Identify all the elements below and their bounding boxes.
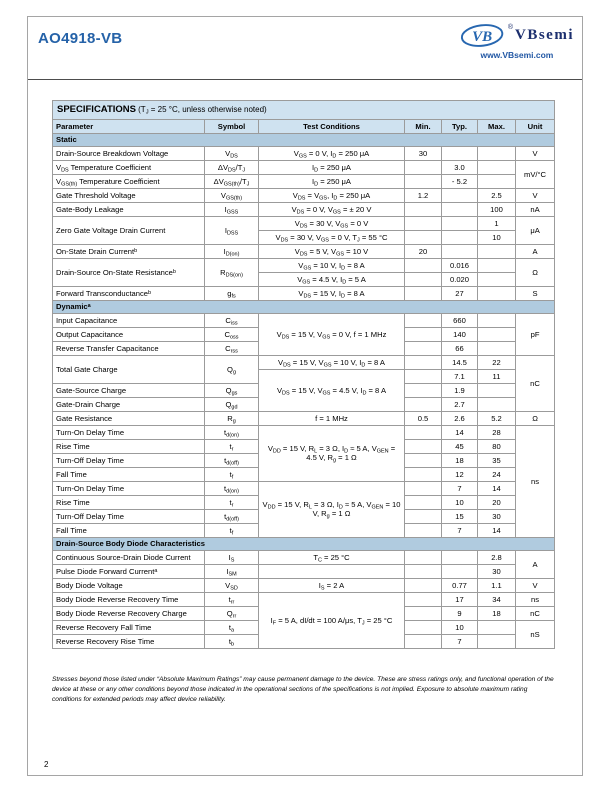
unit-cell: ns bbox=[516, 425, 555, 537]
symbol-cell: $\Delta V_{DS}/T_J$ bbox=[205, 160, 259, 174]
unit-cell: A bbox=[516, 550, 555, 578]
param-cell: Body Diode Voltage bbox=[53, 578, 205, 592]
symbol-cell: $V_{GS(th)}$ bbox=[205, 188, 259, 202]
part-number: AO4918-VB bbox=[38, 30, 123, 47]
max-cell bbox=[478, 174, 516, 188]
typ-cell bbox=[442, 188, 478, 202]
max-cell bbox=[478, 397, 516, 411]
cond-cell: $V_{DS} = 15$ V, $I_D = 8$ A bbox=[259, 286, 405, 300]
typ-cell bbox=[442, 550, 478, 564]
cond-cell: $V_{GS} = 4.5$ V, $I_D = 5$ A bbox=[259, 272, 405, 286]
min-cell bbox=[405, 313, 442, 327]
typ-cell: 3.0 bbox=[442, 160, 478, 174]
min-cell bbox=[405, 202, 442, 216]
typ-cell: 2.6 bbox=[442, 411, 478, 425]
table-row bbox=[53, 258, 555, 272]
min-cell bbox=[405, 383, 442, 397]
min-cell bbox=[405, 230, 442, 244]
param-cell: Drain-Source Breakdown Voltage bbox=[53, 146, 205, 160]
typ-cell: 7.1 bbox=[442, 369, 478, 383]
logo-monogram: VB bbox=[471, 28, 492, 45]
unit-cell: nS bbox=[516, 620, 555, 648]
symbol-cell: $Q_{gs}$ bbox=[205, 383, 259, 397]
table-title-row bbox=[53, 101, 555, 120]
param-cell: Body Diode Reverse Recovery Charge bbox=[53, 606, 205, 620]
cond-cell: $V_{GS} = 0$ V, $I_D = 250$ μA bbox=[259, 146, 405, 160]
symbol-cell: $t_f$ bbox=[205, 523, 259, 537]
min-cell bbox=[405, 369, 442, 383]
max-cell: 28 bbox=[478, 425, 516, 439]
symbol-cell: $t_{d(off)}$ bbox=[205, 509, 259, 523]
typ-cell: 9 bbox=[442, 606, 478, 620]
param-cell: $V_{DS}$ Temperature Coefficient bbox=[53, 160, 205, 174]
section-label: Dynamic$^a$ bbox=[53, 300, 555, 313]
min-cell bbox=[405, 160, 442, 174]
param-cell: Output Capacitance bbox=[53, 327, 205, 341]
max-cell: 2.5 bbox=[478, 188, 516, 202]
website-link[interactable]: www.VBsemi.com bbox=[480, 50, 554, 60]
cond-cell: $V_{DS} = 15$ V, $V_{GS} = 0$ V, f = 1 MHz bbox=[259, 313, 405, 355]
max-cell bbox=[478, 327, 516, 341]
typ-cell bbox=[442, 202, 478, 216]
table-row bbox=[53, 286, 555, 300]
max-cell: 14 bbox=[478, 523, 516, 537]
section-label: Static bbox=[53, 133, 555, 146]
typ-cell: 1.9 bbox=[442, 383, 478, 397]
col-header-min: Min. bbox=[405, 119, 442, 133]
min-cell bbox=[405, 550, 442, 564]
symbol-cell: $I_{SM}$ bbox=[205, 564, 259, 578]
min-cell bbox=[405, 634, 442, 648]
max-cell: 30 bbox=[478, 564, 516, 578]
param-cell: Reverse Recovery Fall Time bbox=[53, 620, 205, 634]
typ-cell: 27 bbox=[442, 286, 478, 300]
specifications-table bbox=[52, 100, 555, 649]
col-header-typ: Typ. bbox=[442, 119, 478, 133]
max-cell bbox=[478, 313, 516, 327]
param-cell: Drain-Source On-State Resistance$^b$ bbox=[53, 258, 205, 286]
min-cell bbox=[405, 397, 442, 411]
max-cell: 22 bbox=[478, 355, 516, 369]
unit-cell: Ω bbox=[516, 411, 555, 425]
min-cell bbox=[405, 467, 442, 481]
cond-cell: $I_D = 250$ μA bbox=[259, 174, 405, 188]
table-title-note: ($T_J = 25$ °C, unless otherwise noted) bbox=[138, 105, 267, 116]
table-row bbox=[53, 188, 555, 202]
page-number: 2 bbox=[44, 760, 49, 769]
table-row bbox=[53, 146, 555, 160]
max-cell: 30 bbox=[478, 509, 516, 523]
table-row bbox=[53, 244, 555, 258]
cond-cell: $V_{DS} = 30$ V, $V_{GS} = 0$ V bbox=[259, 216, 405, 230]
min-cell: 30 bbox=[405, 146, 442, 160]
max-cell: 2.8 bbox=[478, 550, 516, 564]
param-cell: Fall Time bbox=[53, 467, 205, 481]
symbol-cell: $t_{d(on)}$ bbox=[205, 481, 259, 495]
max-cell: 80 bbox=[478, 439, 516, 453]
max-cell: 1.1 bbox=[478, 578, 516, 592]
table-row bbox=[53, 550, 555, 564]
unit-cell: nA bbox=[516, 202, 555, 216]
min-cell bbox=[405, 272, 442, 286]
cond-cell: $V_{GS} = 10$ V, $I_D = 8$ A bbox=[259, 258, 405, 272]
vbsemi-logo bbox=[460, 23, 574, 60]
section-body-diode bbox=[53, 537, 555, 550]
table-row bbox=[53, 160, 555, 174]
min-cell bbox=[405, 258, 442, 272]
typ-cell bbox=[442, 146, 478, 160]
typ-cell: 17 bbox=[442, 592, 478, 606]
symbol-cell: $t_{d(on)}$ bbox=[205, 425, 259, 439]
symbol-cell: $t_a$ bbox=[205, 620, 259, 634]
unit-cell: ns bbox=[516, 592, 555, 606]
symbol-cell: $Q_{gd}$ bbox=[205, 397, 259, 411]
symbol-cell: $I_{D(on)}$ bbox=[205, 244, 259, 258]
max-cell: 100 bbox=[478, 202, 516, 216]
symbol-cell: $t_{rr}$ bbox=[205, 592, 259, 606]
param-cell: Continuous Source-Drain Diode Current bbox=[53, 550, 205, 564]
typ-cell: 7 bbox=[442, 634, 478, 648]
max-cell bbox=[478, 383, 516, 397]
max-cell: 18 bbox=[478, 606, 516, 620]
min-cell bbox=[405, 523, 442, 537]
unit-cell: μA bbox=[516, 216, 555, 244]
min-cell bbox=[405, 439, 442, 453]
max-cell bbox=[478, 272, 516, 286]
min-cell: 20 bbox=[405, 244, 442, 258]
symbol-cell: $\Delta V_{GS(th)}/T_J$ bbox=[205, 174, 259, 188]
symbol-cell: $Q_g$ bbox=[205, 355, 259, 383]
max-cell bbox=[478, 258, 516, 272]
symbol-cell: $t_r$ bbox=[205, 495, 259, 509]
unit-cell: nC bbox=[516, 355, 555, 411]
min-cell bbox=[405, 286, 442, 300]
min-cell bbox=[405, 564, 442, 578]
max-cell bbox=[478, 160, 516, 174]
vb-logo-icon bbox=[460, 23, 506, 48]
param-cell: Fall Time bbox=[53, 523, 205, 537]
table-row bbox=[53, 313, 555, 327]
cond-cell: $V_{DD} = 15$ V, $R_L = 3$ Ω, $I_D \approx 5$ A, $V_{GEN} = 10$ V, $R_g = 1$ Ω bbox=[259, 481, 405, 537]
max-cell bbox=[478, 244, 516, 258]
symbol-cell: $V_{SD}$ bbox=[205, 578, 259, 592]
unit-cell: mV/°C bbox=[516, 160, 555, 188]
cond-cell: $I_D = 250$ μA bbox=[259, 160, 405, 174]
unit-cell: S bbox=[516, 286, 555, 300]
param-cell: Body Diode Reverse Recovery Time bbox=[53, 592, 205, 606]
typ-cell: 66 bbox=[442, 341, 478, 355]
typ-cell bbox=[442, 216, 478, 230]
cond-cell: $V_{DS} = V_{GS}$, $I_D = 250$ μA bbox=[259, 188, 405, 202]
typ-cell: 10 bbox=[442, 495, 478, 509]
typ-cell: 7 bbox=[442, 481, 478, 495]
min-cell bbox=[405, 495, 442, 509]
symbol-cell: $R_g$ bbox=[205, 411, 259, 425]
typ-cell: 12 bbox=[442, 467, 478, 481]
unit-cell: V bbox=[516, 146, 555, 160]
max-cell bbox=[478, 620, 516, 634]
table-row bbox=[53, 592, 555, 606]
min-cell: 1.2 bbox=[405, 188, 442, 202]
table-row bbox=[53, 216, 555, 230]
cond-cell: $V_{DS} = 30$ V, $V_{GS} = 0$ V, $T_J = 55$ °C bbox=[259, 230, 405, 244]
param-cell: Input Capacitance bbox=[53, 313, 205, 327]
symbol-cell: $I_S$ bbox=[205, 550, 259, 564]
unit-cell: Ω bbox=[516, 258, 555, 286]
min-cell bbox=[405, 578, 442, 592]
symbol-cell: $C_{rss}$ bbox=[205, 341, 259, 355]
page-frame bbox=[27, 16, 583, 776]
symbol-cell: $g_{fs}$ bbox=[205, 286, 259, 300]
max-cell bbox=[478, 341, 516, 355]
symbol-cell: $Q_{rr}$ bbox=[205, 606, 259, 620]
col-header-parameter: Parameter bbox=[53, 119, 205, 133]
max-cell: 35 bbox=[478, 453, 516, 467]
max-cell bbox=[478, 146, 516, 160]
max-cell: 20 bbox=[478, 495, 516, 509]
min-cell bbox=[405, 216, 442, 230]
stress-rating-note: Stresses beyond those listed under “Absolute Maximum Ratings” may cause permanent damage to the device. These are stress ratings only, and functional operation of the device at these or any other conditions beyond those indicated in the operational sections of the specifications is not implied. Exposure to absolute maximum rating conditions for extended periods may affect device reliability. bbox=[52, 675, 554, 704]
typ-cell: 18 bbox=[442, 453, 478, 467]
param-cell: Gate-Source Charge bbox=[53, 383, 205, 397]
param-cell: Forward Transconductance$^b$ bbox=[53, 286, 205, 300]
typ-cell: 0.020 bbox=[442, 272, 478, 286]
col-header-conditions: Test Conditions bbox=[259, 119, 405, 133]
symbol-cell: $t_{d(off)}$ bbox=[205, 453, 259, 467]
min-cell bbox=[405, 620, 442, 634]
typ-cell: 7 bbox=[442, 523, 478, 537]
typ-cell: 10 bbox=[442, 620, 478, 634]
section-static bbox=[53, 133, 555, 146]
typ-cell: 14 bbox=[442, 425, 478, 439]
param-cell: $V_{GS(th)}$ Temperature Coefficient bbox=[53, 174, 205, 188]
min-cell bbox=[405, 592, 442, 606]
param-cell: Turn-On Delay Time bbox=[53, 425, 205, 439]
typ-cell: 660 bbox=[442, 313, 478, 327]
symbol-cell: $I_{DSS}$ bbox=[205, 216, 259, 244]
param-cell: Gate-Drain Charge bbox=[53, 397, 205, 411]
typ-cell: 140 bbox=[442, 327, 478, 341]
cond-cell: $V_{DS} = 5$ V, $V_{GS} = 10$ V bbox=[259, 244, 405, 258]
table-row bbox=[53, 411, 555, 425]
typ-cell: 15 bbox=[442, 509, 478, 523]
param-cell: Pulse Diode Forward Current$^a$ bbox=[53, 564, 205, 578]
max-cell: 14 bbox=[478, 481, 516, 495]
typ-cell: - 5.2 bbox=[442, 174, 478, 188]
section-dynamic bbox=[53, 300, 555, 313]
cond-cell: $T_C = 25$ °C bbox=[259, 550, 405, 564]
table-row bbox=[53, 425, 555, 439]
typ-cell: 0.77 bbox=[442, 578, 478, 592]
table-row bbox=[53, 174, 555, 188]
param-cell: Rise Time bbox=[53, 495, 205, 509]
table-row bbox=[53, 481, 555, 495]
cond-cell: $V_{DD} = 15$ V, $R_L = 3$ Ω, $I_D \approx 5$ A, $V_{GEN} = 4.5$ V, $R_g = 1$ Ω bbox=[259, 425, 405, 481]
typ-cell bbox=[442, 244, 478, 258]
param-cell: Turn-Off Delay Time bbox=[53, 509, 205, 523]
param-cell: Gate Resistance bbox=[53, 411, 205, 425]
param-cell: Total Gate Charge bbox=[53, 355, 205, 383]
table-row bbox=[53, 355, 555, 369]
typ-cell bbox=[442, 230, 478, 244]
cond-cell bbox=[259, 564, 405, 578]
param-cell: Rise Time bbox=[53, 439, 205, 453]
symbol-cell: $C_{oss}$ bbox=[205, 327, 259, 341]
cond-cell: $I_F = 5$ A, dI/dt = 100 A/μs, $T_J = 25$ °C bbox=[259, 592, 405, 648]
logo-name: VBsemi bbox=[515, 27, 574, 43]
min-cell bbox=[405, 425, 442, 439]
table-title: SPECIFICATIONS bbox=[57, 104, 136, 115]
table-row bbox=[53, 202, 555, 216]
max-cell: 5.2 bbox=[478, 411, 516, 425]
max-cell: 10 bbox=[478, 230, 516, 244]
registered-trademark-icon: ® bbox=[507, 24, 513, 31]
symbol-cell: $I_{GSS}$ bbox=[205, 202, 259, 216]
symbol-cell: $C_{iss}$ bbox=[205, 313, 259, 327]
table-row bbox=[53, 578, 555, 592]
page-header bbox=[28, 17, 582, 80]
min-cell bbox=[405, 174, 442, 188]
min-cell bbox=[405, 327, 442, 341]
symbol-cell: $t_b$ bbox=[205, 634, 259, 648]
typ-cell: 14.5 bbox=[442, 355, 478, 369]
max-cell: 11 bbox=[478, 369, 516, 383]
max-cell bbox=[478, 634, 516, 648]
table-header-row bbox=[53, 119, 555, 133]
param-cell: Gate Threshold Voltage bbox=[53, 188, 205, 202]
max-cell: 34 bbox=[478, 592, 516, 606]
logo-row bbox=[460, 23, 574, 48]
typ-cell: 45 bbox=[442, 439, 478, 453]
col-header-max: Max. bbox=[478, 119, 516, 133]
typ-cell: 0.016 bbox=[442, 258, 478, 272]
unit-cell: A bbox=[516, 244, 555, 258]
symbol-cell: $R_{DS(on)}$ bbox=[205, 258, 259, 286]
table-row bbox=[53, 564, 555, 578]
cond-cell: $I_S = 2$ A bbox=[259, 578, 405, 592]
param-cell: On-State Drain Current$^b$ bbox=[53, 244, 205, 258]
min-cell bbox=[405, 453, 442, 467]
param-cell: Reverse Recovery Rise Time bbox=[53, 634, 205, 648]
param-cell: Turn-On Delay Time bbox=[53, 481, 205, 495]
cond-cell: $V_{DS} = 0$ V, $V_{GS}$ = ± 20 V bbox=[259, 202, 405, 216]
symbol-cell: $t_f$ bbox=[205, 467, 259, 481]
typ-cell: 2.7 bbox=[442, 397, 478, 411]
col-header-symbol: Symbol bbox=[205, 119, 259, 133]
symbol-cell: $V_{DS}$ bbox=[205, 146, 259, 160]
param-cell: Zero Gate Voltage Drain Current bbox=[53, 216, 205, 244]
min-cell bbox=[405, 509, 442, 523]
cond-cell: $V_{DS} = 15$ V, $V_{GS} = 4.5$ V, $I_D = 8$ A bbox=[259, 369, 405, 411]
unit-cell: V bbox=[516, 188, 555, 202]
max-cell: 1 bbox=[478, 216, 516, 230]
unit-cell: V bbox=[516, 578, 555, 592]
typ-cell bbox=[442, 564, 478, 578]
table-title-cell bbox=[53, 101, 555, 120]
max-cell: 24 bbox=[478, 467, 516, 481]
min-cell bbox=[405, 355, 442, 369]
min-cell bbox=[405, 341, 442, 355]
section-label: Drain-Source Body Diode Characteristics bbox=[53, 537, 555, 550]
min-cell bbox=[405, 481, 442, 495]
param-cell: Reverse Transfer Capacitance bbox=[53, 341, 205, 355]
cond-cell: $V_{DS} = 15$ V, $V_{GS} = 10$ V, $I_D = 8$ A bbox=[259, 355, 405, 369]
unit-cell: nC bbox=[516, 606, 555, 620]
min-cell: 0.5 bbox=[405, 411, 442, 425]
cond-cell: f = 1 MHz bbox=[259, 411, 405, 425]
col-header-unit: Unit bbox=[516, 119, 555, 133]
param-cell: Gate-Body Leakage bbox=[53, 202, 205, 216]
unit-cell: pF bbox=[516, 313, 555, 355]
min-cell bbox=[405, 606, 442, 620]
max-cell bbox=[478, 286, 516, 300]
symbol-cell: $t_r$ bbox=[205, 439, 259, 453]
param-cell: Turn-Off Delay Time bbox=[53, 453, 205, 467]
